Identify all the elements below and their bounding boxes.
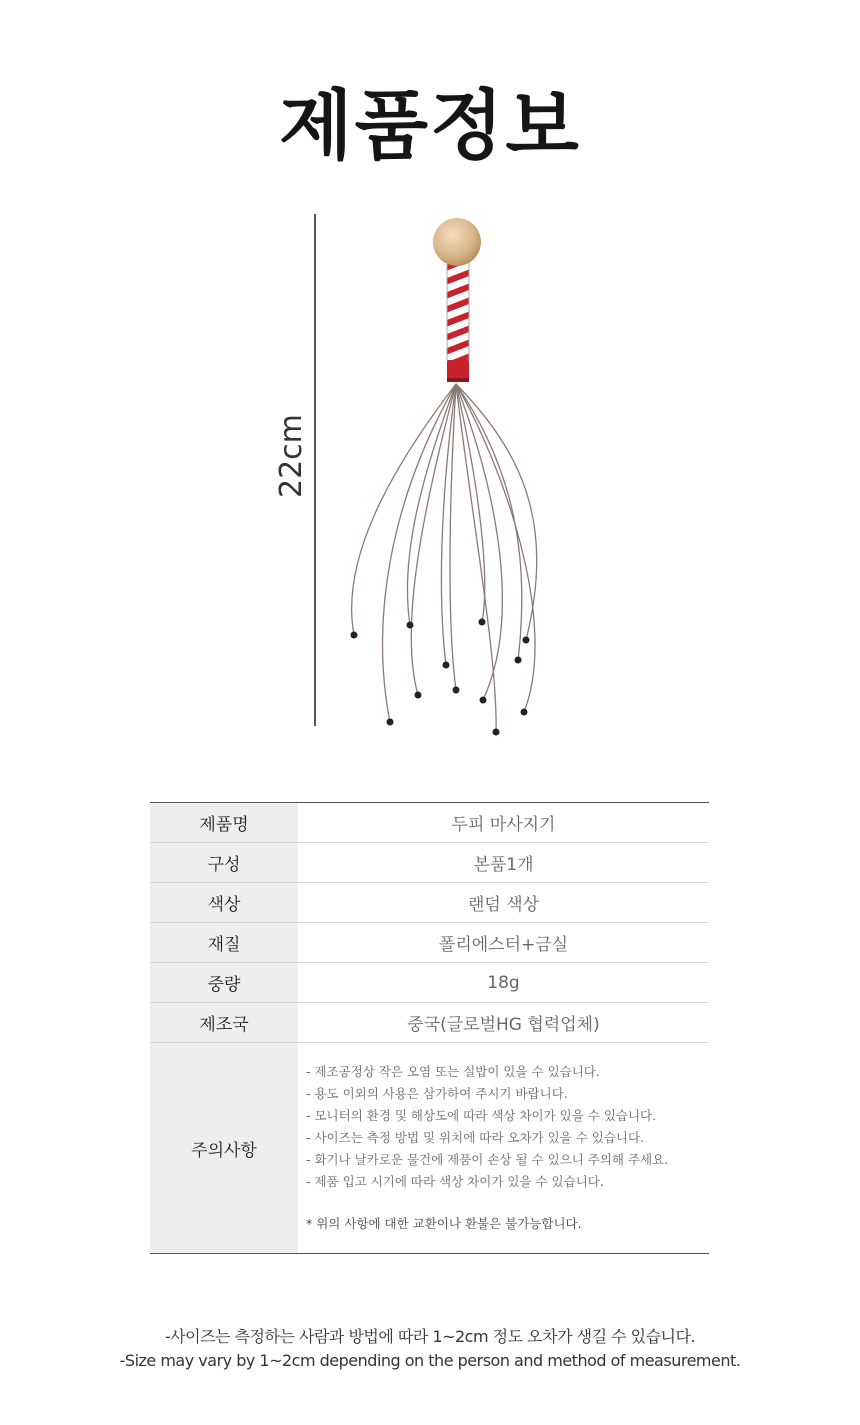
- size-measure-line: [314, 214, 316, 726]
- footer-line-ko: -사이즈는 측정하는 사람과 방법에 따라 1~2cm 정도 오차가 생길 수 있습니다.: [164, 1327, 696, 1346]
- product-image-area: [0, 200, 860, 760]
- scalp-massager-icon: [330, 200, 570, 745]
- note-item: - 용도 이외의 사용은 삼가하여 주시기 바랍니다.: [306, 1086, 568, 1101]
- size-label: 22cm: [274, 414, 309, 498]
- spec-label-name: 제품명: [150, 803, 298, 843]
- spec-label-material: 재질: [150, 923, 298, 963]
- spec-value-origin: 중국(글로벌HG 협력업체): [298, 1003, 709, 1043]
- note-item: - 모니터의 환경 및 해상도에 따라 색상 차이가 있을 수 있습니다.: [306, 1108, 657, 1123]
- spec-value-weight: 18g: [298, 963, 709, 1003]
- table-row: [150, 883, 709, 923]
- spec-table: [150, 802, 709, 1254]
- spec-value-color: 랜덤 색상: [298, 883, 709, 923]
- table-row: [150, 1043, 709, 1254]
- note-star: * 위의 사항에 대한 교환이나 환불은 불가능합니다.: [306, 1216, 582, 1231]
- spec-value-material: 폴리에스터+금실: [298, 923, 709, 963]
- massager-handle: [440, 256, 476, 368]
- table-row: [150, 843, 709, 883]
- massager-wires: [352, 384, 537, 732]
- table-row: [150, 963, 709, 1003]
- spec-label-weight: 중량: [150, 963, 298, 1003]
- table-row: [150, 923, 709, 963]
- spec-label-composition: 구성: [150, 843, 298, 883]
- spec-notes: [298, 1043, 709, 1254]
- spec-label-notes: 주의사항: [150, 1043, 298, 1254]
- note-item: - 화기나 날카로운 물건에 제품이 손상 될 수 있으니 주의해 주세요.: [306, 1152, 669, 1167]
- note-item: - 제품 입고 시기에 따라 색상 차이가 있을 수 있습니다.: [306, 1174, 604, 1189]
- spec-label-color: 색상: [150, 883, 298, 923]
- spec-value-composition: 본품1개: [298, 843, 709, 883]
- footer-note: [0, 1325, 860, 1373]
- note-item: - 사이즈는 측정 방법 및 위치에 따라 오차가 있을 수 있습니다.: [306, 1130, 645, 1145]
- footer-line-en: -Size may vary by 1~2cm depending on the person and method of measurement.: [119, 1351, 741, 1370]
- wooden-ball: [433, 218, 481, 266]
- note-item: - 제조공정상 작은 오염 또는 실밥이 있을 수 있습니다.: [306, 1064, 600, 1079]
- massager-beads: [351, 619, 530, 736]
- page-title: 제품정보: [279, 81, 581, 170]
- spec-value-name: 두피 마사지기: [298, 803, 709, 843]
- table-row: [150, 1003, 709, 1043]
- table-row: [150, 803, 709, 843]
- spec-label-origin: 제조국: [150, 1003, 298, 1043]
